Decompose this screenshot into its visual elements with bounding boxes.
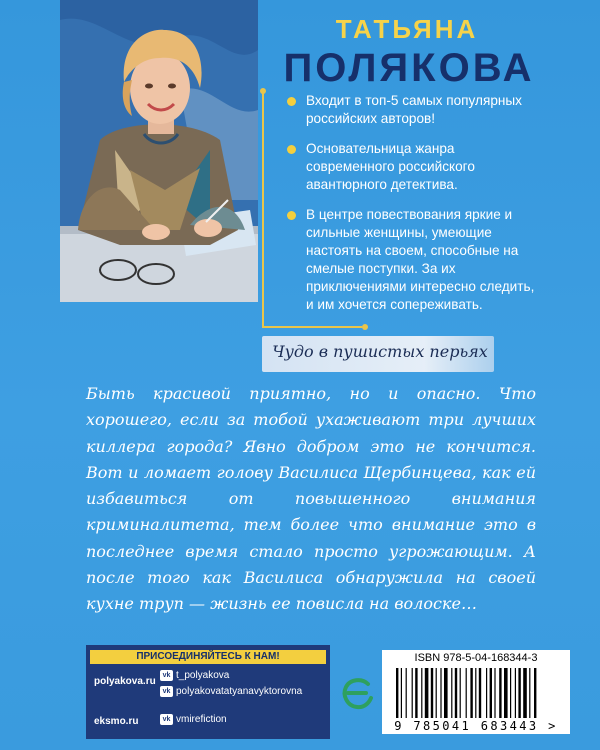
annotation-text: Быть красивой приятно, но и опасно. Что хорошего, если за тобой ухаживают три лучших киллера города? Явно добром это не кончится. Вот и ломает голову Василиса Щербинцева, как ей избавиться от повышенного внимания криминалитета, тем более что внимание это в последнее время стало просто угрожающим. А после того как Василиса обнаружила на своей кухне труп — жизнь ее повисла на волоске…	[86, 384, 536, 614]
publisher-logo-icon	[338, 674, 378, 714]
social-link[interactable]: vk polyakovatatyanavyktorovna	[160, 686, 302, 697]
frame-vertical-line	[262, 92, 264, 328]
bullet-dot-icon	[287, 145, 296, 154]
author-first-name: ТАТЬЯНА	[335, 14, 479, 44]
social-link[interactable]: vk vmirefiction	[160, 714, 227, 725]
join-us-strip: ПРИСОЕДИНЯЙТЕСЬ К НАМ!	[90, 650, 326, 664]
book-title: Чудо в пушистых перьях	[272, 342, 488, 361]
website-link[interactable]: polyakova.ru	[94, 676, 156, 687]
feature-list	[286, 92, 536, 326]
author-photo	[60, 0, 258, 302]
website-link[interactable]: eksmo.ru	[94, 716, 139, 727]
vk-icon: vk	[160, 670, 173, 681]
author-last-name: ПОЛЯКОВА	[283, 46, 535, 90]
social-link[interactable]: vk t_polyakova	[160, 670, 229, 681]
frame-dot	[260, 88, 266, 94]
bullet-dot-icon	[287, 97, 296, 106]
frame-horizontal-line	[262, 326, 362, 328]
feature-item: Входит в топ-5 самых популярных российских авторов!	[286, 92, 536, 128]
vk-icon: vk	[160, 714, 173, 725]
feature-item: Основательница жанра современного российского авантюрного детектива.	[286, 140, 536, 194]
isbn-label: ISBN 978-5-04-168344-3	[414, 652, 538, 664]
ean-digits: 9 785041 683443 >	[394, 719, 558, 733]
vk-icon: vk	[160, 686, 173, 697]
feature-item: В центре повествования яркие и сильные женщины, умеющие настоять на своем, способные на смелые поступки. За их приключениями интересно следить, и им хочется сопереживать.	[286, 206, 536, 314]
bullet-dot-icon	[287, 211, 296, 220]
